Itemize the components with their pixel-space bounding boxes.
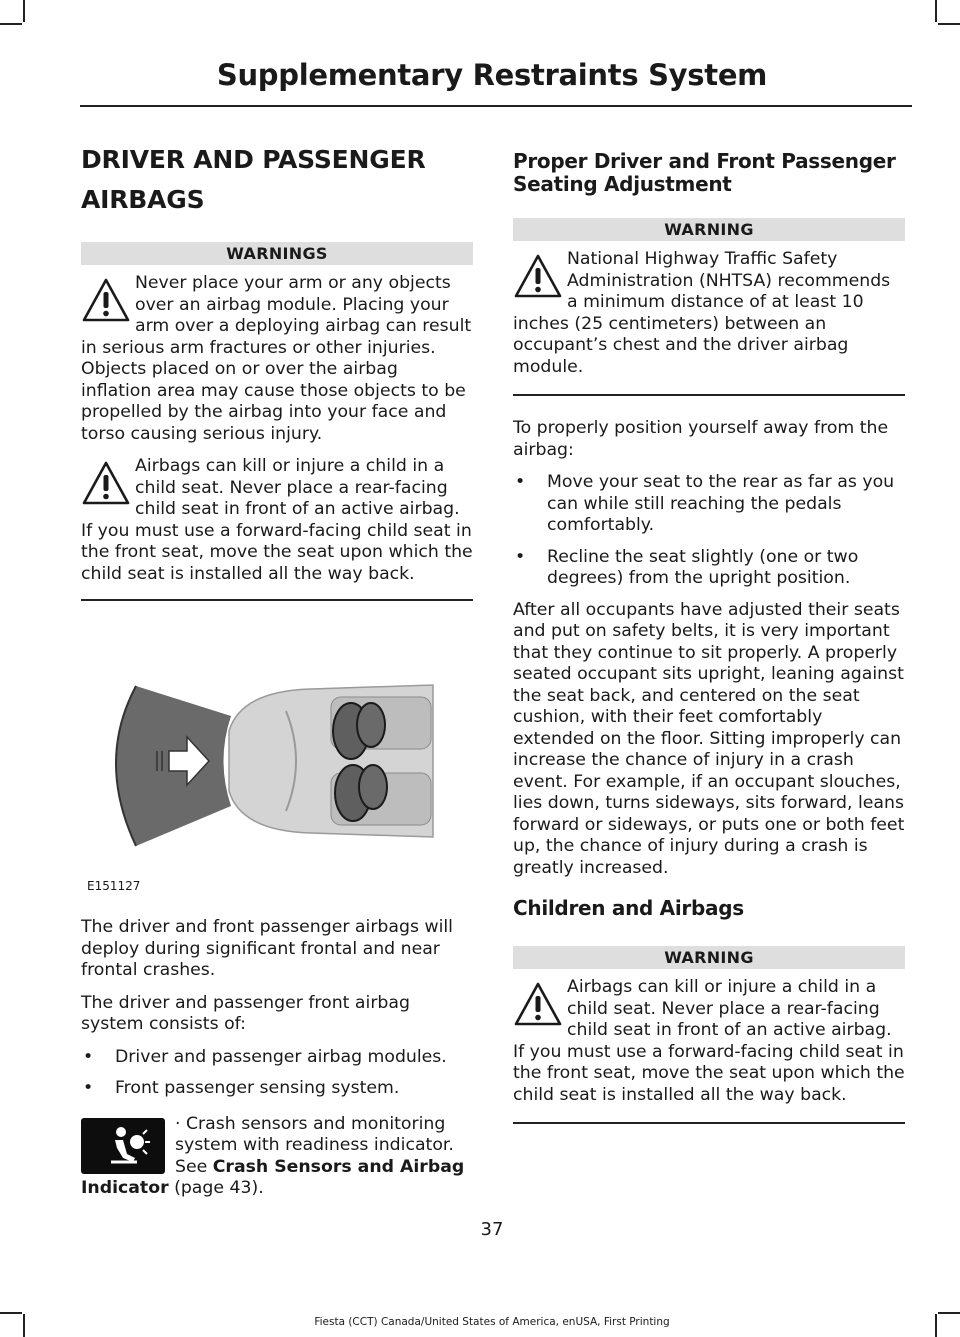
crash-sensor-paragraph: · Crash sensors and monitoring system with readiness indicator. See Crash Sensors and Airbag Indicator (page 43). (81, 1113, 465, 1198)
figure-id: E151127 (87, 879, 141, 893)
car-top-view-illustration (81, 621, 473, 899)
list-item: • Driver and passenger airbag modules. (81, 1047, 473, 1069)
warning-triangle-icon (513, 253, 563, 299)
warning-item: Never place your arm or any objects over an airbag module. Placing your arm over a deploying airbag can result in serious arm fractures or other injuries. Objects placed on or over the airbag inflation area may cause those objects to be propelled by the airbag into your face and torso causing serious injury. (81, 273, 472, 444)
footer-text: Fiesta (CCT) Canada/United States of America, enUSA, First Printing (314, 1316, 670, 1328)
warning-item: Airbags can kill or injure a child in a child seat. Never place a rear-facing child seat in front of an active airbag. If you must use a forward-facing child seat in the front seat, move the seat upon which the child seat is installed all the way back. (81, 456, 473, 584)
page-title: Supplementary Restraints System (216, 58, 768, 92)
list-item: • Move your seat to the rear as far as you can while still reaching the pedals comfortably. (513, 472, 905, 537)
warning-triangle-icon (513, 981, 563, 1027)
warnings-label: WARNINGS (81, 242, 473, 265)
left-column (81, 140, 473, 1211)
crop-mark (0, 1312, 22, 1314)
crop-mark (938, 1312, 960, 1314)
warning-block (513, 218, 905, 396)
warning-triangle-icon (81, 460, 131, 506)
airbag-deployment-diagram (81, 621, 473, 899)
warning-label: WARNING (513, 946, 905, 969)
warning-item: Airbags can kill or injure a child in a child seat. Never place a rear-facing child seat in front of an active airbag. If you must use a forward-facing child seat in the front seat, move the seat upon which the child seat is installed all the way back. (513, 977, 905, 1105)
crop-mark (938, 23, 960, 25)
crop-mark (0, 23, 22, 25)
airbag-indicator-icon (81, 1118, 165, 1174)
crop-mark (935, 0, 937, 22)
section-heading: Proper Driver and Front Passenger Seating Adjustment (513, 149, 896, 196)
paragraph: The driver and passenger front airbag system consists of: (81, 992, 410, 1034)
crop-mark (23, 0, 25, 22)
paragraph: To properly position yourself away from the airbag: (513, 418, 889, 460)
warning-block (513, 946, 905, 1124)
cross-reference-link[interactable]: Crash Sensors and Airbag Indicator (81, 1156, 465, 1198)
warnings-block (81, 242, 473, 601)
right-column (513, 140, 905, 1136)
warning-triangle-icon (81, 277, 131, 323)
list-item: • Recline the seat slightly (one or two degrees) from the upright position. (513, 547, 905, 590)
airbag-person-icon (81, 1118, 165, 1174)
header-rule (80, 105, 912, 107)
list-item: • Front passenger sensing system. (81, 1078, 473, 1100)
warning-label: WARNING (513, 218, 905, 241)
paragraph: After all occupants have adjusted their seats and put on safety belts, it is very important that they continue to sit properly. A properly seated occupant sits upright, leaning against the seat back, and centered on the seat cushion, with their feet comfortably extended on the floor. Sitting improperly can increase the chance of injury in a crash event. For example, if an occupant slouches, lies down, turns sideways, sits forward, leans forward or sideways, or puts one or both feet up, the chance of injury during a crash is greatly increased. (513, 599, 905, 878)
page-number: 37 (480, 1219, 504, 1240)
section-heading: Children and Airbags (513, 896, 744, 920)
warning-item: National Highway Traffic Safety Administration (NHTSA) recommends a minimum distance of at least 10 inches (25 centimeters) between an occupant’s chest and the driver airbag module. (513, 249, 891, 377)
section-heading: DRIVER AND PASSENGER AIRBAGS (81, 145, 426, 214)
paragraph: The driver and front passenger airbags will deploy during significant frontal and near frontal crashes. (81, 917, 453, 980)
